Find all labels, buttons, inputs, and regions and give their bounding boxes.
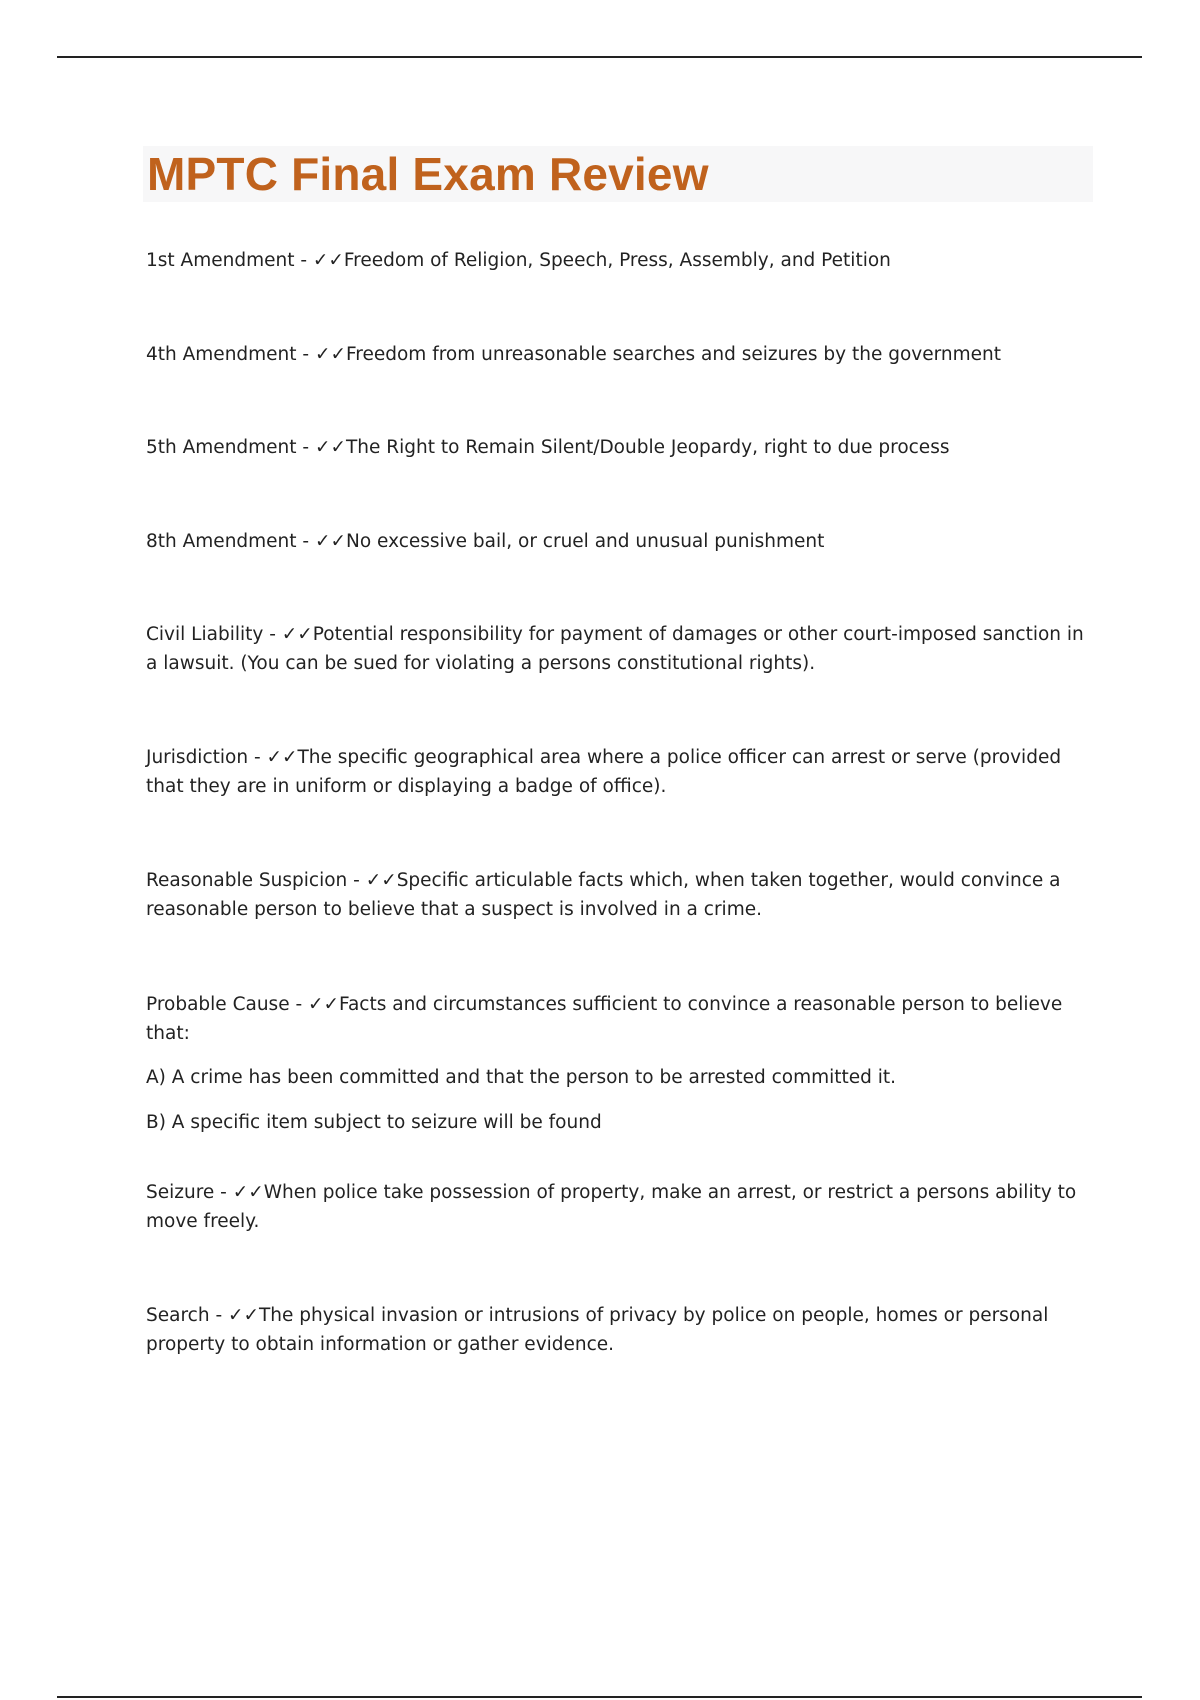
term-5th-amendment	[146, 433, 1086, 462]
term-civil-liability	[146, 620, 1086, 678]
term-text: 4th Amendment - ✓✓Freedom from unreasonable searches and seizures by the government	[146, 344, 1001, 365]
term-4th-amendment	[146, 340, 1086, 369]
term-text: 1st Amendment - ✓✓Freedom of Religion, Speech, Press, Assembly, and Petition	[146, 250, 891, 271]
term-text: Reasonable Suspicion - ✓✓Specific articulable facts which, when taken together, would convince a reasonable person to believe that a suspect is involved in a crime.	[146, 870, 1061, 920]
term-search	[146, 1301, 1086, 1359]
bottom-divider	[57, 1696, 1142, 1698]
term-text: Seizure - ✓✓When police take possession of property, make an arrest, or restrict a persons ability to move freely.	[146, 1182, 1077, 1232]
term-text: Search - ✓✓The physical invasion or intrusions of privacy by police on people, homes or personal property to obtain information or gather evidence.	[146, 1305, 1049, 1355]
term-jurisdiction	[146, 743, 1086, 801]
term-text: 5th Amendment - ✓✓The Right to Remain Silent/Double Jeopardy, right to due process	[146, 437, 950, 458]
term-1st-amendment	[146, 246, 1086, 275]
term-probable-cause	[146, 990, 1086, 1137]
term-text: Civil Liability - ✓✓Potential responsibility for payment of damages or other court-imposed sanction in a lawsuit. (You can be sued for violating a persons constitutional rights).	[146, 624, 1084, 674]
term-8th-amendment	[146, 527, 1086, 556]
page-title: MPTC Final Exam Review	[147, 148, 709, 200]
term-seizure	[146, 1178, 1086, 1236]
term-reasonable-suspicion	[146, 866, 1086, 924]
probable-cause-item-b: B) A specific item subject to seizure will be found	[146, 1112, 602, 1133]
term-text: Probable Cause - ✓✓Facts and circumstances sufficient to convince a reasonable person to believe that:	[146, 994, 1063, 1044]
top-divider	[57, 56, 1142, 58]
term-text: Jurisdiction - ✓✓The specific geographical area where a police officer can arrest or serve (provided that they are in uniform or displaying a badge of office).	[146, 747, 1062, 797]
probable-cause-item-a: A) A crime has been committed and that the person to be arrested committed it.	[146, 1067, 897, 1088]
term-text: 8th Amendment - ✓✓No excessive bail, or cruel and unusual punishment	[146, 531, 825, 552]
